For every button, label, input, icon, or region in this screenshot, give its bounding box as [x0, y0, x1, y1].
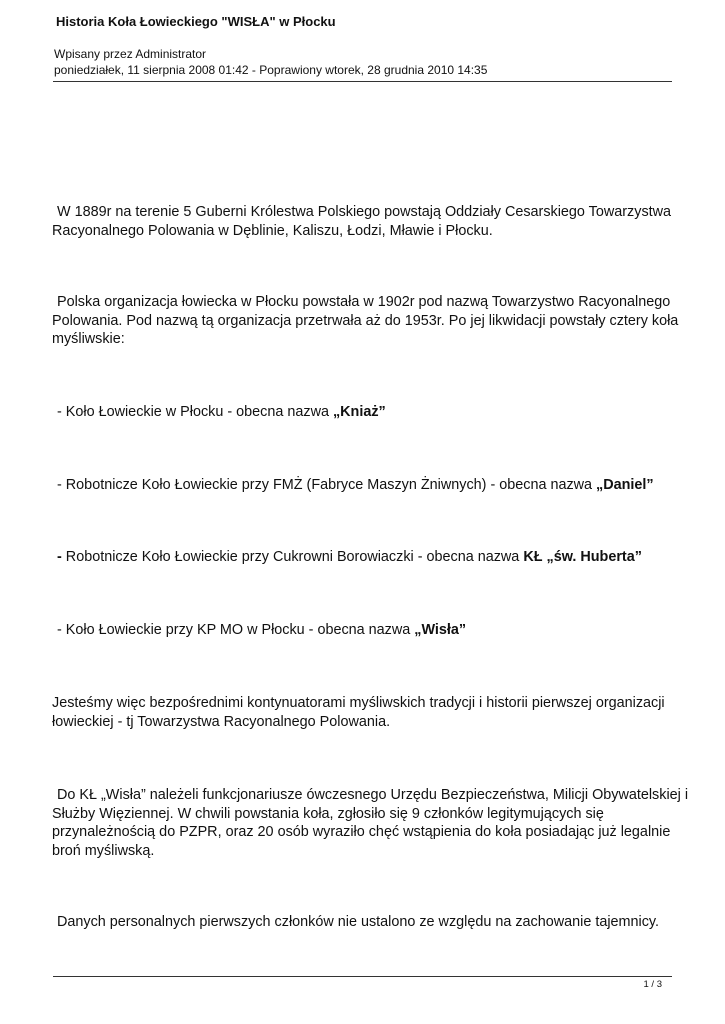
- list-item: [52, 548, 692, 567]
- list-item-name: „Kniaż”: [332, 404, 386, 420]
- paragraph-5: Danych personalnych pierwszych członków nie ustalono ze względu na zachowanie tajemnicy.: [57, 914, 660, 930]
- list-item-dash: -: [57, 549, 62, 565]
- list-item-text: Robotnicze Koło Łowieckie przy Cukrowni Borowiaczki - obecna nazwa: [61, 549, 524, 565]
- paragraph-4: Do KŁ „Wisła” należeli funkcjonariusze ówczesnego Urzędu Bezpieczeństwa, Milicji Obywatelskiej i Służby Więziennej. W chwili powstania koła, zgłosiło się 9 członków legitymujących się przynależnością do PZPR, oraz 20 osób wyraziło chęć wstąpienia do koła posiadając już legalnie broń myśliwską.: [52, 787, 689, 859]
- list-item-name: „Daniel”: [596, 477, 654, 493]
- list-item: [52, 621, 692, 640]
- page-title: Historia Koła Łowieckiego "WISŁA" w Płocku: [56, 14, 336, 29]
- list-item-text: - Robotnicze Koło Łowieckie przy FMŻ (Fabryce Maszyn Żniwnych) - obecna nazwa: [57, 477, 597, 493]
- list-item-text: - Koło Łowieckie przy KP MO w Płocku - obecna nazwa: [57, 622, 415, 638]
- footer-divider: [53, 976, 672, 977]
- list-item-text: - Koło Łowieckie w Płocku - obecna nazwa: [57, 404, 333, 420]
- list-item: [52, 403, 692, 422]
- list-item-name: KŁ „św. Huberta”: [523, 549, 642, 565]
- date-line: poniedziałek, 11 sierpnia 2008 01:42 - Poprawiony wtorek, 28 grudnia 2010 14:35: [54, 63, 488, 77]
- list-item: [52, 476, 692, 495]
- header-divider: [53, 81, 672, 82]
- paragraph-1: W 1889r na terenie 5 Guberni Królestwa Polskiego powstają Oddziały Cesarskiego Towarzystwa Racyonalnego Polowania w Dęblinie, Kaliszu, Łodzi, Mławie i Płocku.: [52, 204, 672, 239]
- author-line: Wpisany przez Administrator: [54, 47, 207, 61]
- page-indicator: 1 / 3: [643, 979, 662, 990]
- list-item-name: „Wisła”: [414, 622, 467, 638]
- paragraph-2: Polska organizacja łowiecka w Płocku powstała w 1902r pod nazwą Towarzystwo Racyonalnego Polowania. Pod nazwą tą organizacja przetrwała aż do 1953r. Po jej likwidacji powstały cztery koła myśliwskie:: [52, 294, 679, 347]
- paragraph-3: Jesteśmy więc bezpośrednimi kontynuatorami myśliwskich tradycji i historii pierwszej organizacji łowieckiej - tj Towarzystwa Racyonalnego Polowania.: [52, 695, 665, 730]
